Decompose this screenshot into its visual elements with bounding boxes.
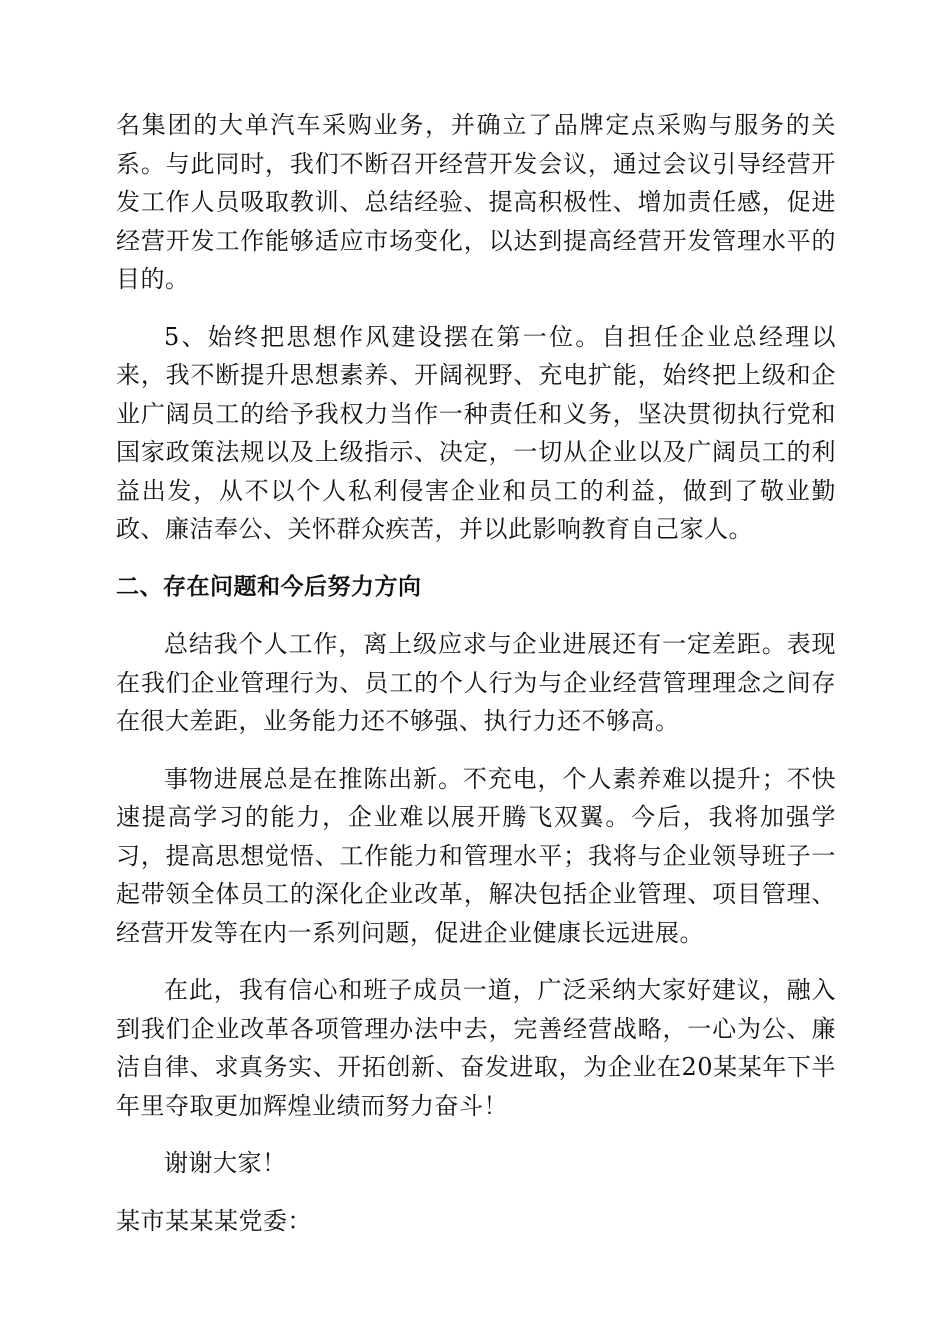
section-heading-problems: 二、存在问题和今后努力方向 [116,573,422,600]
addressee-line: 某市某某某党委： [116,1206,312,1235]
paragraph-confidence: 在此，我有信心和班子成员一道，广泛采纳大家好建议，融入到我们企业改革各项管理办法中去，完善经营战略，一心为公、廉洁自律、求真务实、开拓创新、奋发进取，为企业在20某某年下半年里夺取更加辉煌业绩而努力奋斗！ [116,976,836,1120]
paragraph-future-plan: 事物进展总是在推陈出新。不充电，个人素养难以提升；不快速提高学习的能力，企业难以展开腾飞双翼。今后，我将加强学习，提高思想觉悟、工作能力和管理水平；我将与企业领导班子一起带领全体员工的深化企业改革，解决包括企业管理、项目管理、经营开发等在内一系列问题，促进企业健康长远进展。 [116,764,836,947]
paragraph-procurement: 名集团的大单汽车采购业务，并确立了品牌定点采购与服务的关系。与此同时，我们不断召开经营开发会议，通过会议引导经营开发工作人员吸取教训、总结经验、提高积极性、增加责任感，促进经营开发工作能够适应市场变化，以达到提高经营开发管理水平的目的。 [116,111,836,293]
thanks-line: 谢谢大家！ [164,1149,287,1177]
document-body [116,106,836,1259]
paragraph-ideology-work-style: 5、始终把思想作风建设摆在第一位。自担任企业总经理以来，我不断提升思想素养、开阔视野、充电扩能，始终把上级和企业广阔员工的给予我权力当作一种责任和义务，坚决贯彻执行党和国家政策法规以及上级指示、决定，一切从企业以及广阔员工的利益出发，从不以个人私利侵害企业和员工的利益，做到了敬业勤政、廉洁奉公、关怀群众疾苦，并以此影响教育自己家人。 [116,322,836,543]
paragraph-summary-gap: 总结我个人工作，离上级应求与企业进展还有一定差距。表现在我们企业管理行为、员工的个人行为与企业经营管理理念之间存在很大差距，业务能力还不够强、执行力还不够高。 [116,630,836,735]
